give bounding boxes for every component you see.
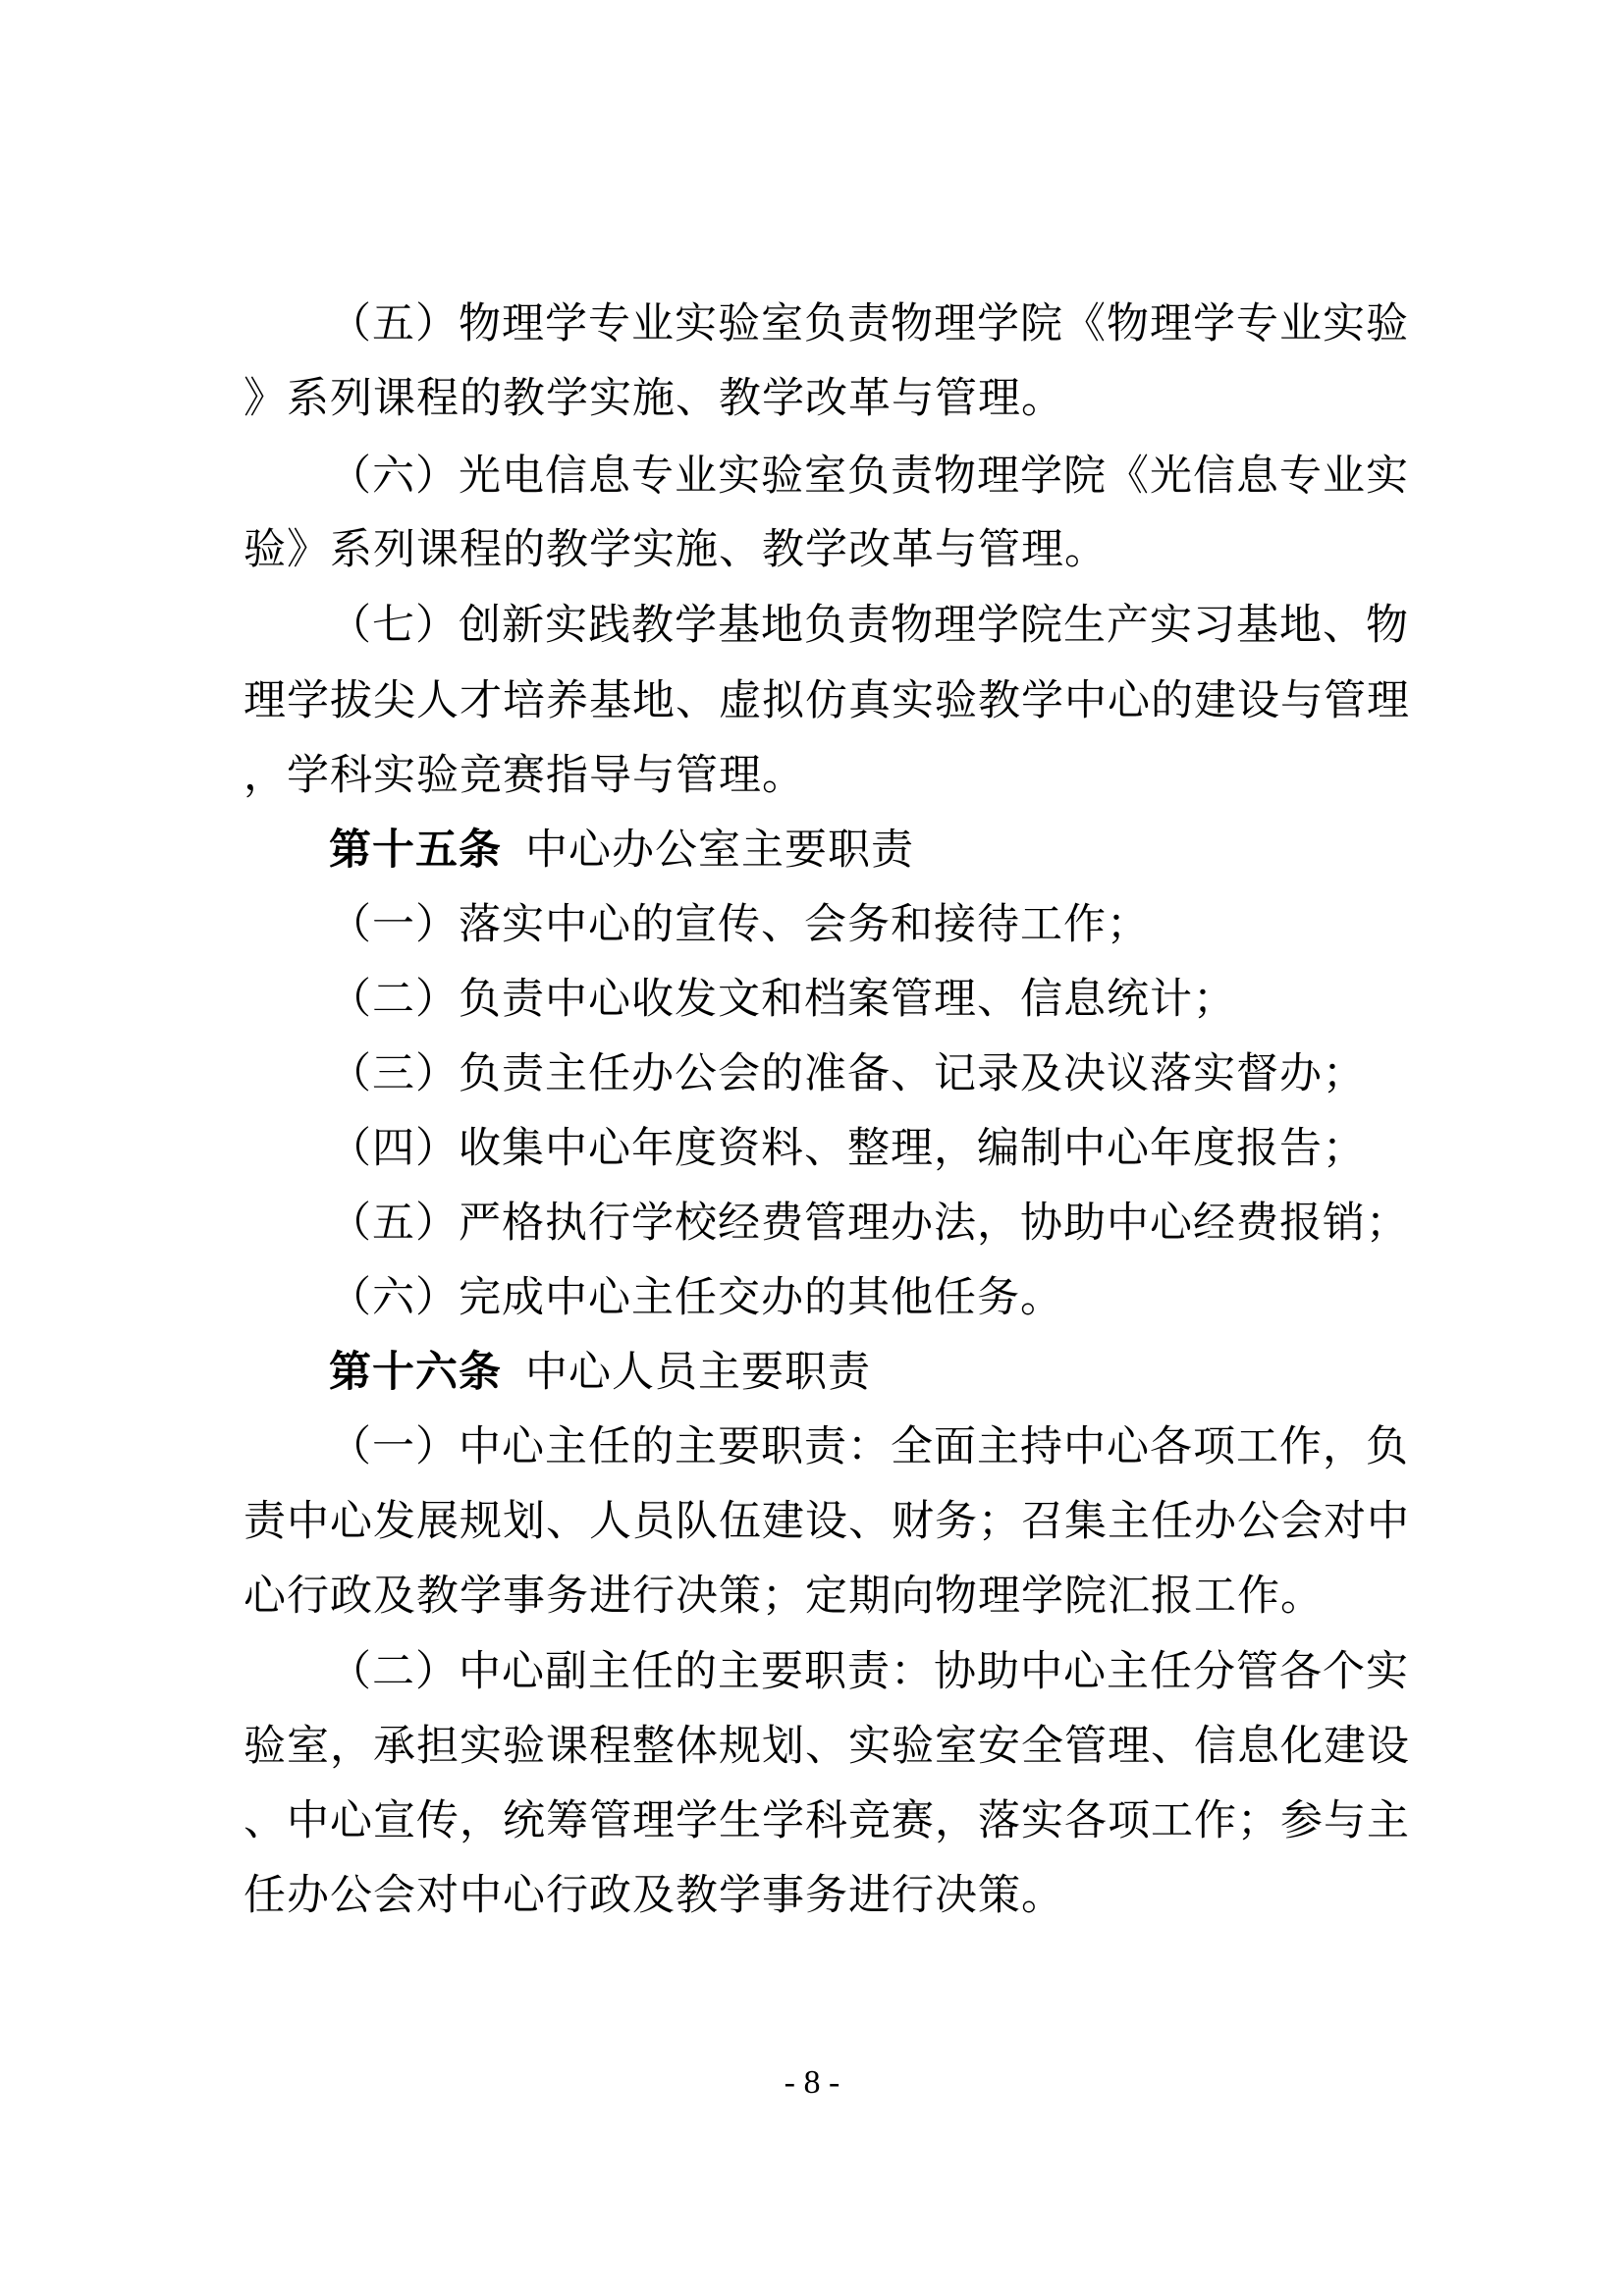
paragraph-line: （五）物理学专业实验室负责物理学院《物理学专业实验	[329, 299, 1409, 348]
page-number: - 8 -	[784, 2064, 840, 2101]
article-title-text: 中心人员主要职责	[525, 1348, 871, 1397]
article-heading	[329, 1343, 871, 1402]
paragraph-line: 验室，承担实验课程整体规划、实验室安全管理、信息化建设	[244, 1722, 1410, 1771]
paragraph-line: （七）创新实践教学基地负责物理学院生产实习基地、物	[329, 601, 1409, 650]
list-item: （二）负责中心收发文和档案管理、信息统计；	[329, 975, 1236, 1024]
list-item: （三）负责主任办公会的准备、记录及决议落实督办；	[329, 1049, 1366, 1098]
article-title-text: 中心办公室主要职责	[525, 826, 914, 875]
list-item: （四）收集中心年度资料、整理，编制中心年度报告；	[329, 1124, 1366, 1173]
paragraph-line: 理学拔尖人才培养基地、虚拟仿真实验教学中心的建设与管理	[244, 676, 1410, 725]
list-item: （六）完成中心主任交办的其他任务。	[329, 1273, 1063, 1322]
list-item: （一）落实中心的宣传、会务和接待工作；	[329, 900, 1150, 949]
paragraph-line: 任办公会对中心行政及教学事务进行决策。	[244, 1871, 1064, 1920]
paragraph-line: 、中心宣传，统筹管理学生学科竞赛，落实各项工作；参与主	[244, 1796, 1410, 1845]
paragraph-line: （二）中心副主任的主要职责：协助中心主任分管各个实	[329, 1647, 1409, 1696]
paragraph-line: ，学科实验竞赛指导与管理。	[244, 751, 805, 800]
list-item: （五）严格执行学校经费管理办法，协助中心经费报销；	[329, 1199, 1409, 1248]
article-number: 第十五条	[329, 826, 502, 875]
paragraph-line: 责中心发展规划、人员队伍建设、财务；召集主任办公会对中	[244, 1497, 1410, 1546]
paragraph-line: 心行政及教学事务进行决策；定期向物理学院汇报工作。	[244, 1572, 1324, 1621]
paragraph-line: （一）中心主任的主要职责：全面主持中心各项工作，负	[329, 1422, 1409, 1471]
paragraph-line: 验》系列课程的教学实施、教学改革与管理。	[244, 525, 1108, 574]
article-heading	[329, 821, 914, 880]
paragraph-line: 》系列课程的教学实施、教学改革与管理。	[244, 374, 1064, 423]
article-number: 第十六条	[329, 1348, 502, 1397]
paragraph-line: （六）光电信息专业实验室负责物理学院《光信息专业实	[329, 452, 1409, 501]
